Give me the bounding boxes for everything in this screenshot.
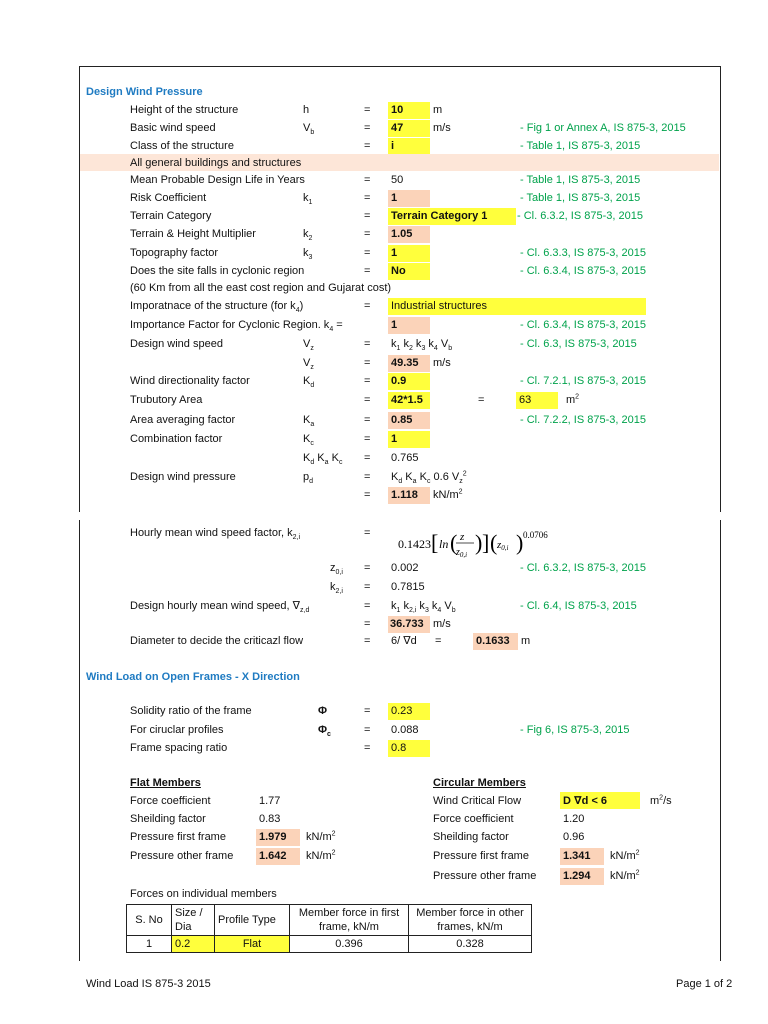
- label-ka: Area averaging factor: [130, 414, 236, 426]
- footer-left: Wind Load IS 875-3 2015: [86, 978, 211, 990]
- eq: =: [435, 635, 442, 647]
- reference: - Cl. 6.3.2, IS 875-3, 2015: [517, 210, 643, 222]
- sym-phic: $\Phi_c$: [318, 724, 331, 739]
- svg-text:z0,i: $z_{0,i}$: [456, 547, 468, 559]
- circular-wcf-label: Wind Critical Flow: [433, 795, 522, 807]
- value-basic-wind-speed: 47: [391, 122, 404, 134]
- label-class: Class of the structure: [130, 140, 234, 152]
- label-importance: Imporatnace of the structure (for $k_4$): [130, 300, 304, 315]
- svg-text:z0,i: z0,i: [497, 539, 509, 552]
- eq: =: [364, 635, 371, 647]
- value-vz-formula: $k_1$ $k_2$ $k_3$ $k_4$ $V_b$: [391, 338, 453, 353]
- sym-k3: $k_3$: [303, 247, 313, 262]
- circular-shield-label: Sheilding factor: [433, 831, 509, 843]
- svg-text:): ): [516, 530, 524, 555]
- unit: m: [521, 635, 531, 647]
- reference: - Cl. 6.3, IS 875-3, 2015: [520, 338, 637, 350]
- eq: =: [364, 433, 371, 445]
- label-kc: Combination factor: [130, 433, 223, 445]
- unit: $kN/m^2$: [610, 869, 640, 882]
- value-dia-expr: 6/ ∇d: [391, 635, 417, 647]
- forces-table: [126, 904, 532, 953]
- hourly-formula: [398, 526, 598, 562]
- label-hourly: Hourly mean wind speed factor, $k_{2,i}$: [130, 527, 301, 542]
- circular-p-other-label: Pressure other frame: [433, 870, 537, 882]
- sym-z0i: $z_{0,i}$: [330, 562, 343, 577]
- svg-text:]: ]: [482, 530, 490, 555]
- circular-force-coef-label: Force coefficient: [433, 813, 514, 825]
- label-terrain-height: Terrain & Height Multiplier: [130, 228, 256, 240]
- eq: =: [364, 724, 371, 736]
- svg-text:(: (: [450, 530, 458, 555]
- sym-kc: $K_c$: [303, 433, 314, 448]
- eq: =: [364, 581, 371, 593]
- value-kc: 1: [391, 433, 398, 445]
- label-spacing: Frame spacing ratio: [130, 742, 228, 754]
- sym-pd: $p_d$: [303, 471, 314, 486]
- reference: - Cl. 6.3.4, IS 875-3, 2015: [520, 265, 646, 277]
- reference: - Cl. 6.3.3, IS 875-3, 2015: [520, 247, 646, 259]
- label-design-wind-speed: Design wind speed: [130, 338, 223, 350]
- eq: =: [364, 742, 371, 754]
- sym-k2: $k_2$: [303, 228, 313, 243]
- value-spacing: 0.8: [391, 742, 407, 754]
- value-k1: 1: [391, 192, 398, 204]
- eq: =: [364, 618, 371, 630]
- col-header: Profile Type: [215, 905, 290, 936]
- svg-text:0.1423: 0.1423: [398, 537, 431, 551]
- value-class: i: [391, 140, 395, 152]
- eq: =: [364, 394, 371, 406]
- label-height: Height of the structure: [130, 104, 239, 116]
- sym-k1: $k_1$: [303, 192, 313, 207]
- eq: =: [364, 265, 371, 277]
- eq: =: [364, 562, 371, 574]
- reference: - Table 1, IS 875-3, 2015: [520, 174, 641, 186]
- value-design-life: 50: [391, 174, 404, 186]
- value-solidity: 0.23: [391, 705, 413, 717]
- eq: =: [364, 300, 371, 312]
- label-category: All general buildings and structures: [130, 157, 302, 169]
- value-dia: 0.1633: [476, 635, 510, 647]
- table-row: [127, 936, 532, 953]
- label-area: Trubutory Area: [130, 394, 203, 406]
- col-header: S. No: [127, 905, 172, 936]
- value-height: 10: [391, 104, 404, 116]
- unit: m: [433, 104, 443, 116]
- value-circ: 0.088: [391, 724, 419, 736]
- sym-height: h: [303, 104, 310, 116]
- table-cell: 0.396: [290, 936, 409, 953]
- table-cell[interactable]: 0.2: [172, 936, 215, 953]
- eq: =: [364, 527, 371, 539]
- value-pd-formula: $K_d$ $K_a$ $K_c$ 0.6 $V_z^2$: [391, 470, 467, 486]
- circular-title: Circular Members: [433, 777, 526, 789]
- sym-phi: Φ: [318, 705, 328, 717]
- value-z0i: 0.002: [391, 562, 419, 574]
- flat-p-other: 1.642: [259, 850, 287, 862]
- svg-text:z: z: [460, 531, 465, 543]
- svg-text:[: [: [431, 530, 439, 555]
- eq: =: [478, 394, 485, 406]
- eq: =: [364, 174, 371, 186]
- reference: - Table 1, IS 875-3, 2015: [520, 192, 641, 204]
- label-design-life: Mean Probable Design Life in Years: [130, 174, 305, 186]
- value-pd: 1.118: [391, 489, 418, 501]
- col-header: Member force in first frame, kN/m: [290, 905, 409, 936]
- flat-shield-label: Sheilding factor: [130, 813, 206, 825]
- unit: m/s: [433, 618, 451, 630]
- label-kd: Wind directionality factor: [130, 375, 250, 387]
- reference: - Table 1, IS 875-3, 2015: [520, 140, 641, 152]
- sym-k2i: $k_{2,i}$: [330, 581, 343, 596]
- value-ka: 0.85: [391, 414, 413, 426]
- eq: =: [364, 104, 371, 116]
- col-header: Size / Dia: [172, 905, 215, 936]
- svg-text:0.0706: 0.0706: [523, 530, 548, 540]
- reference: - Cl. 7.2.1, IS 875-3, 2015: [520, 375, 646, 387]
- reference: - Fig 6, IS 875-3, 2015: [520, 724, 630, 736]
- circular-p-other: 1.294: [563, 870, 591, 882]
- value-importance: Industrial structures: [391, 300, 487, 312]
- reference: - Cl. 7.2.2, IS 875-3, 2015: [520, 414, 646, 426]
- section-title-design-wind-pressure: Design Wind Pressure: [86, 86, 203, 98]
- value-area-expr: 42*1.5: [391, 394, 423, 406]
- circular-p-first-label: Pressure first frame: [433, 850, 529, 862]
- circular-force-coef: 1.20: [563, 813, 585, 825]
- value-vz: 49.35: [391, 357, 419, 369]
- sym-kd: $K_d$: [303, 375, 315, 390]
- flat-force-coef-label: Force coefficient: [130, 795, 211, 807]
- label-topography: Topography factor: [130, 247, 219, 259]
- eq: =: [364, 192, 371, 204]
- circular-p-first: 1.341: [563, 850, 591, 862]
- section-title-open-frames: Wind Load on Open Frames - X Direction: [86, 671, 300, 683]
- unit: $m^2$: [566, 393, 580, 406]
- eq: =: [364, 375, 371, 387]
- table-cell: 0.328: [409, 936, 532, 953]
- label-terrain: Terrain Category: [130, 210, 212, 222]
- value-dh-formula: $k_1$ $k_{2,i}$ $k_3$ $k_4$ $V_b$: [391, 600, 456, 615]
- flat-shield: 0.83: [259, 813, 281, 825]
- reference: - Fig 1 or Annex A, IS 875-3, 2015: [520, 122, 686, 134]
- label-cyclonic-note: (60 Km from all the east cost region and Gujarat cost): [130, 282, 392, 294]
- eq: =: [364, 414, 371, 426]
- cell-class[interactable]: [388, 138, 430, 155]
- flat-p-first: 1.979: [259, 831, 287, 843]
- label-dia: Diameter to decide the criticazl flow: [130, 635, 304, 647]
- circular-wcf: D ∇d < 6: [563, 795, 608, 807]
- value-k2i: 0.7815: [391, 581, 425, 593]
- label-design-hourly: Design hourly mean wind speed, $\nabla_{z,d}$: [130, 600, 310, 615]
- eq: =: [364, 247, 371, 259]
- table-header-row: [127, 905, 532, 936]
- label-basic-wind-speed: Basic wind speed: [130, 122, 216, 134]
- sym-vb: $V_b$: [303, 122, 315, 137]
- unit: $kN/m^2$: [433, 488, 463, 501]
- circular-shield: 0.96: [563, 831, 585, 843]
- unit: m/s: [433, 122, 451, 134]
- eq: =: [364, 600, 371, 612]
- label-solidity: Solidity ratio of the frame: [130, 705, 252, 717]
- svg-text:): ): [475, 530, 483, 555]
- value-k3: 1: [391, 247, 398, 259]
- page-break: [79, 512, 721, 520]
- col-header: Member force in other frames, kN/m: [409, 905, 532, 936]
- sym-kdkakc: $K_d$ $K_a$ $K_c$: [303, 452, 343, 467]
- eq: =: [364, 210, 371, 222]
- table-cell: 1: [127, 936, 172, 953]
- forces-caption: Forces on individual members: [130, 888, 277, 900]
- value-cyclonic: No: [391, 265, 406, 277]
- unit: m/s: [433, 357, 451, 369]
- sym-vz: $V_z$: [303, 357, 314, 372]
- value-dh: 36.733: [390, 618, 424, 630]
- eq: =: [364, 122, 371, 134]
- sym-ka: $K_a$: [303, 414, 315, 429]
- footer-right: Page 1 of 2: [676, 978, 733, 990]
- value-kdkakc: 0.765: [391, 452, 419, 464]
- flat-force-coef: 1.77: [259, 795, 281, 807]
- eq: =: [364, 140, 371, 152]
- label-k4: Importance Factor for Cyclonic Region. $k_4$ =: [130, 319, 343, 334]
- eq: =: [364, 357, 371, 369]
- eq: =: [364, 228, 371, 240]
- label-cyclonic: Does the site falls in cyclonic region: [130, 265, 305, 277]
- flat-p-first-label: Pressure first frame: [130, 831, 226, 843]
- unit: $kN/m^2$: [306, 849, 336, 862]
- eq: =: [364, 452, 371, 464]
- svg-text:(: (: [490, 530, 498, 555]
- eq: =: [364, 705, 371, 717]
- reference: - Cl. 6.3.4, IS 875-3, 2015: [520, 319, 646, 331]
- reference: - Cl. 6.3.2, IS 875-3, 2015: [520, 562, 646, 574]
- label-pd: Design wind pressure: [130, 471, 236, 483]
- flat-title: Flat Members: [130, 777, 201, 789]
- unit: $m^2/s$: [650, 794, 672, 807]
- value-area: 63: [519, 394, 532, 406]
- flat-p-other-label: Pressure other frame: [130, 850, 234, 862]
- value-k4: 1: [391, 319, 398, 331]
- value-terrain: Terrain Category 1: [391, 210, 488, 222]
- eq: =: [364, 489, 371, 501]
- eq: =: [364, 338, 371, 350]
- sym-vz: $V_z$: [303, 338, 314, 353]
- value-k2: 1.05: [391, 228, 413, 240]
- unit: $kN/m^2$: [306, 830, 336, 843]
- value-kd: 0.9: [391, 375, 407, 387]
- svg-text:ln: ln: [439, 537, 449, 551]
- reference: - Cl. 6.4, IS 875-3, 2015: [520, 600, 637, 612]
- label-circular-profiles: For ciruclar profiles: [130, 724, 224, 736]
- table-cell[interactable]: Flat: [215, 936, 290, 953]
- label-risk: Risk Coefficient: [130, 192, 207, 204]
- unit: $kN/m^2$: [610, 849, 640, 862]
- eq: =: [364, 471, 371, 483]
